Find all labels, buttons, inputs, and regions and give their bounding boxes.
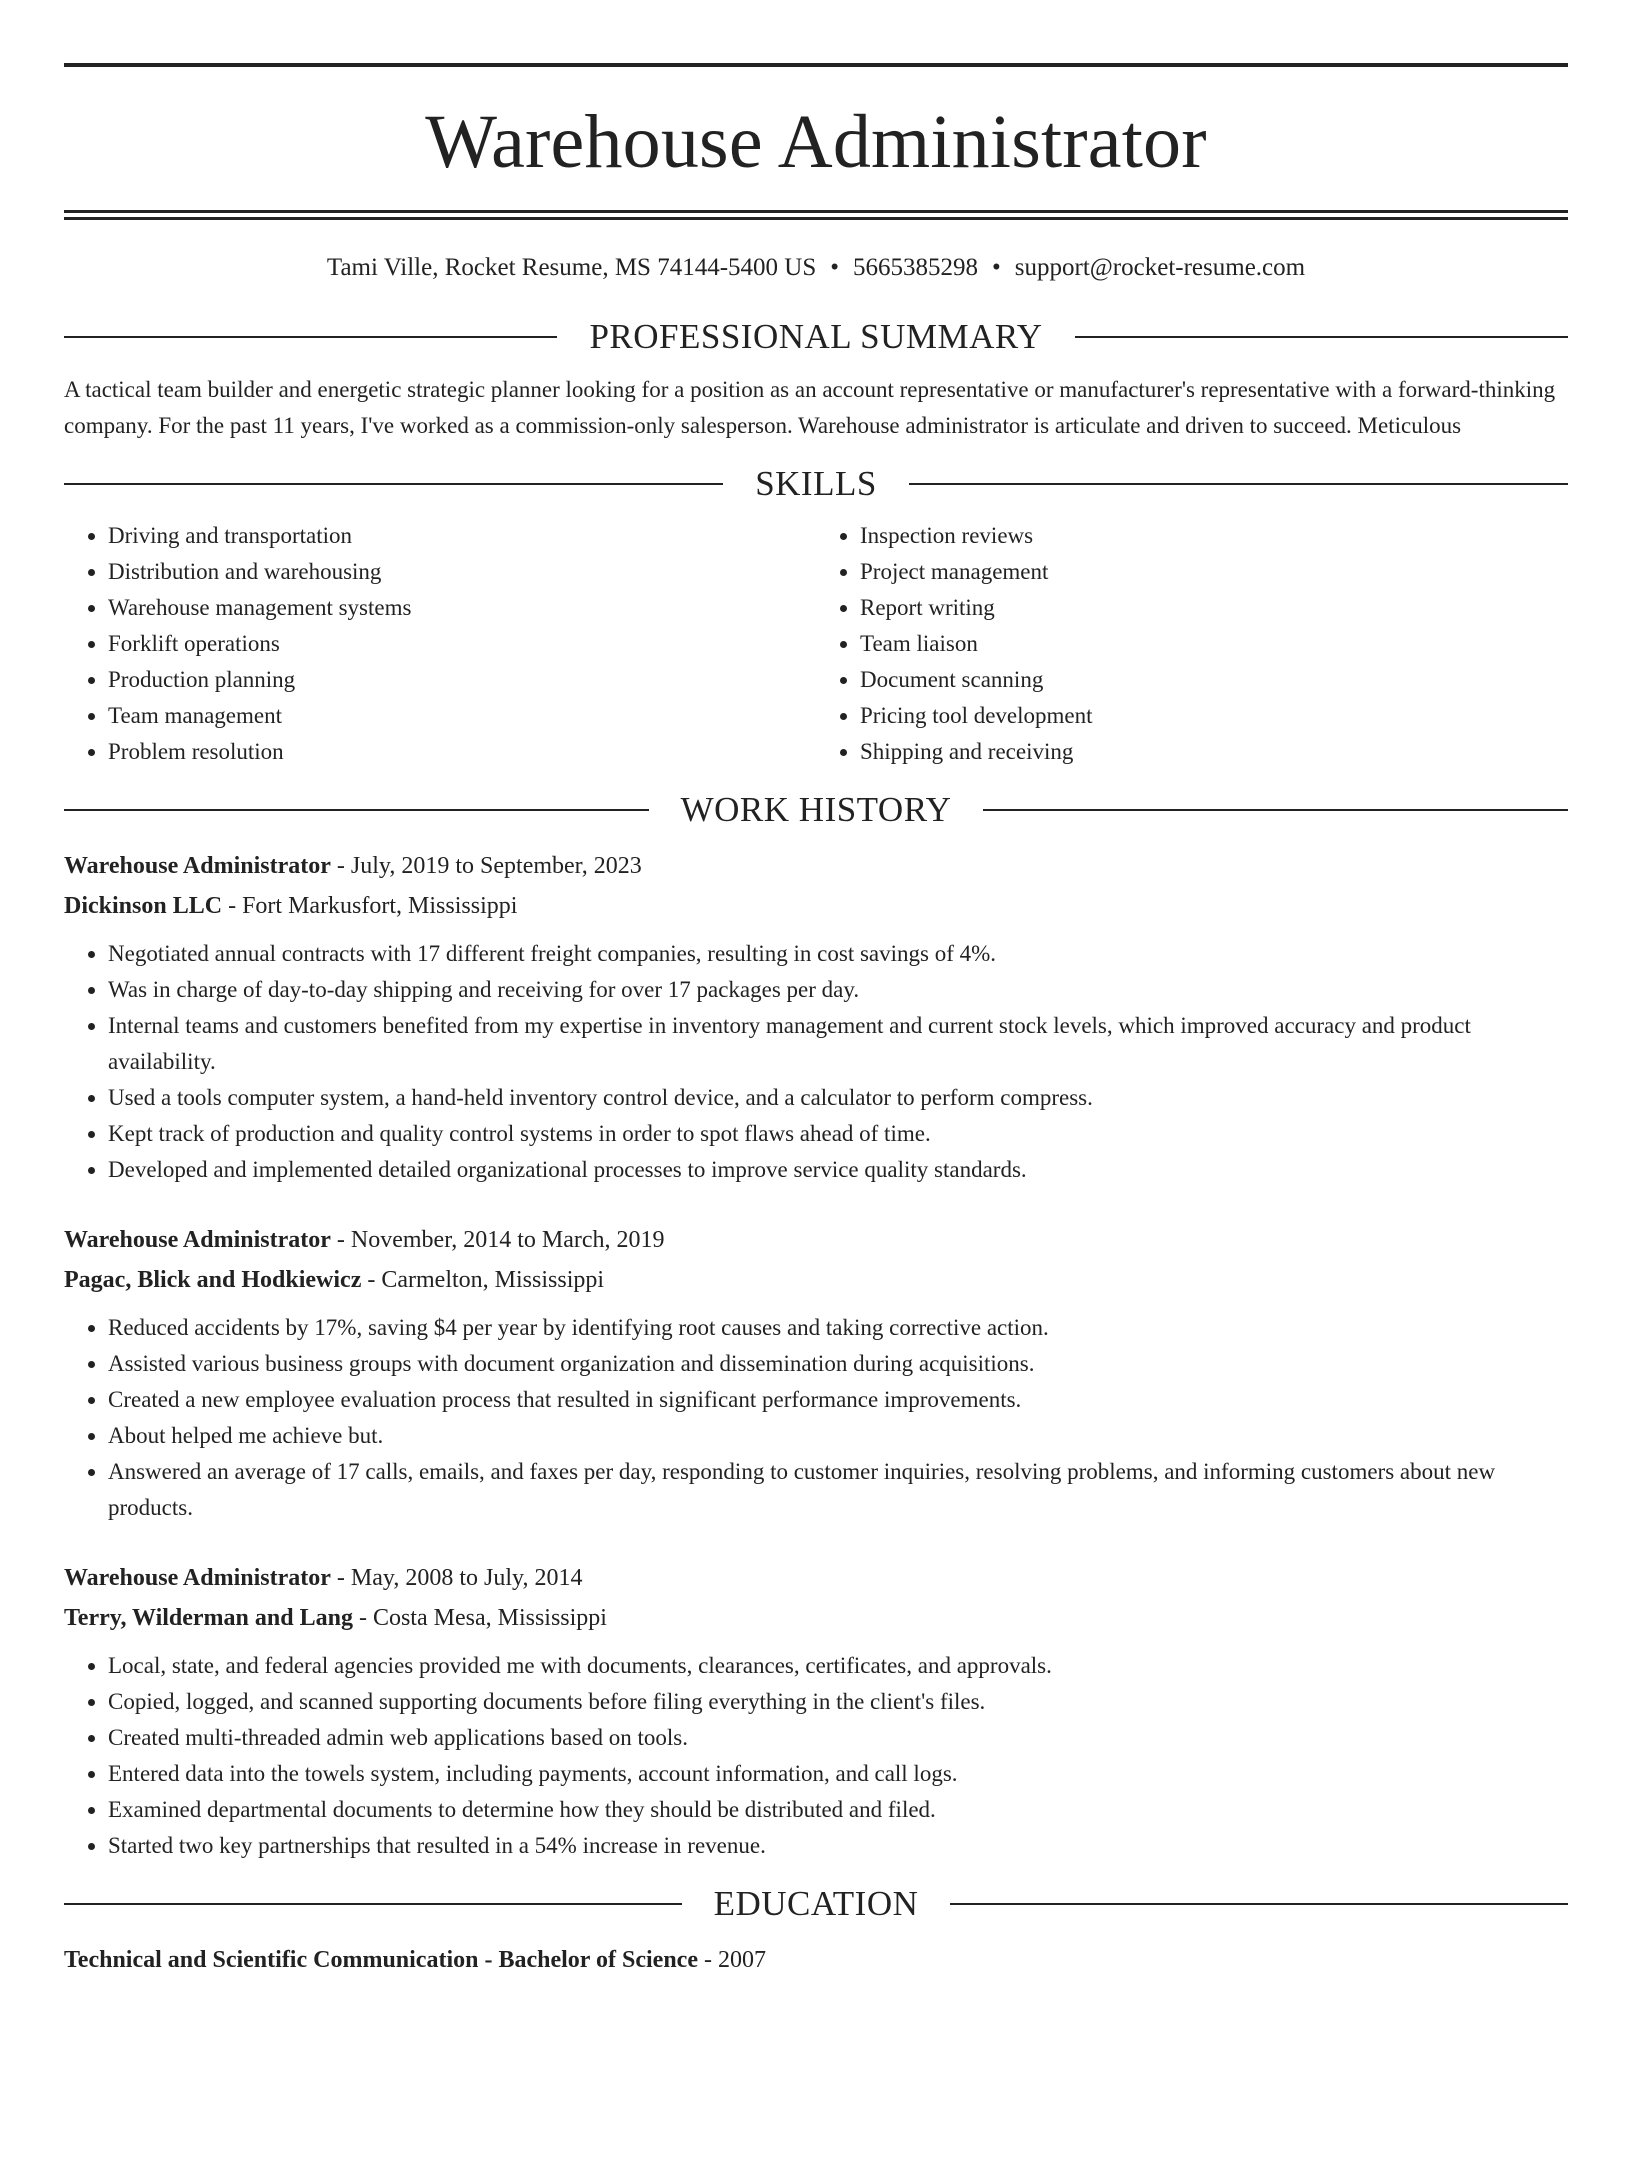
- summary-text: A tactical team builder and energetic strategic planner looking for a position as an account representative or manufacturer's representative with a forward-thinking company. For the past 11 years, I've worked as a commission-only salesperson. Warehouse administrator is articulate and driven to succeed. Meticulous: [64, 377, 1556, 438]
- skill-item: • Driving and transportation: [108, 518, 816, 554]
- job-bullet: • Negotiated annual contracts with 17 different freight companies, resulting in cost savings of 4%.: [108, 936, 1568, 972]
- job-bullet: • Copied, logged, and scanned supporting documents before filing everything in the client's files.: [108, 1684, 1568, 1720]
- section-title: PROFESSIONAL SUMMARY: [589, 317, 1043, 356]
- heading-rule-left: [64, 1903, 682, 1905]
- job-entry: [64, 846, 1568, 1188]
- heading-rule-right: [1075, 336, 1568, 338]
- header-double-rule: [64, 210, 1568, 220]
- job-bullet: • Internal teams and customers benefited from my expertise in inventory management and current stock levels, which improved accuracy and product availability.: [108, 1008, 1568, 1080]
- education-year: 2007: [717, 1947, 766, 1973]
- job-bullet: • Kept track of production and quality control systems in order to spot flaws ahead of time.: [108, 1116, 1568, 1152]
- skills-columns: [64, 518, 1568, 770]
- job-bullets: [64, 936, 1568, 1188]
- top-rule: [64, 63, 1568, 67]
- education-entry: Technical and Scientific Communication - Bachelor of Science - 2007: [64, 1947, 766, 1973]
- job-bullet: • Was in charge of day-to-day shipping and receiving for over 17 packages per day.: [108, 972, 1568, 1008]
- skill-item: • Report writing: [860, 590, 1568, 626]
- heading-rule-right: [909, 483, 1568, 485]
- skill-item: • Team liaison: [860, 626, 1568, 662]
- job-company-line: Pagac, Blick and Hodkiewicz - Carmelton, Mississippi: [64, 1267, 605, 1293]
- job-bullet: • Developed and implemented detailed organizational processes to improve service quality standards.: [108, 1152, 1568, 1188]
- heading-rule-right: [950, 1903, 1568, 1905]
- skill-item: • Document scanning: [860, 662, 1568, 698]
- job-bullet: • Assisted various business groups with document organization and dissemination during acquisitions.: [108, 1346, 1568, 1382]
- job-dates: July, 2019 to September, 2023: [350, 853, 642, 879]
- job-company: Dickinson LLC: [64, 893, 223, 919]
- section-heading-skills: [64, 464, 1568, 504]
- job-bullet: • Entered data into the towels system, including payments, account information, and call logs.: [108, 1756, 1568, 1792]
- heading-rule-left: [64, 336, 557, 338]
- contact-phone: 5665385298: [853, 254, 979, 281]
- skill-item: • Production planning: [108, 662, 816, 698]
- job-bullet: • Answered an average of 17 calls, emails, and faxes per day, responding to customer inquiries, resolving problems, and informing customers about new products.: [108, 1454, 1568, 1526]
- job-bullet: • Used a tools computer system, a hand-held inventory control device, and a calculator to perform compress.: [108, 1080, 1568, 1116]
- job-bullet: • Examined departmental documents to determine how they should be distributed and filed.: [108, 1792, 1568, 1828]
- job-location: Fort Markusfort, Mississippi: [242, 893, 518, 919]
- skill-item: • Forklift operations: [108, 626, 816, 662]
- contact-email: support@rocket-resume.com: [1014, 254, 1306, 281]
- job-title-line: Warehouse Administrator - November, 2014 to March, 2019: [64, 1227, 665, 1253]
- education-degree: Bachelor of Science: [498, 1947, 698, 1973]
- job-company: Pagac, Blick and Hodkiewicz: [64, 1267, 362, 1293]
- skill-item: • Problem resolution: [108, 734, 816, 770]
- job-bullet: • Started two key partnerships that resulted in a 54% increase in revenue.: [108, 1828, 1568, 1864]
- job-bullets: [64, 1648, 1568, 1864]
- job-title-line: Warehouse Administrator - May, 2008 to July, 2014: [64, 1565, 583, 1591]
- job-role: Warehouse Administrator: [64, 1565, 331, 1591]
- job-title-line: Warehouse Administrator - July, 2019 to September, 2023: [64, 853, 642, 879]
- skills-list-left: [64, 518, 816, 770]
- contact-separator: •: [992, 254, 1001, 281]
- skills-list-right: [816, 518, 1568, 770]
- job-entry: [64, 1558, 1568, 1864]
- heading-rule-left: [64, 809, 649, 811]
- job-bullet: • Created a new employee evaluation process that resulted in significant performance improvements.: [108, 1382, 1568, 1418]
- contact-separator: •: [830, 254, 840, 281]
- heading-rule-left: [64, 483, 723, 485]
- job-location: Costa Mesa, Mississippi: [372, 1605, 607, 1631]
- skill-item: • Inspection reviews: [860, 518, 1568, 554]
- job-bullet: • Local, state, and federal agencies provided me with documents, clearances, certificates, and approvals.: [108, 1648, 1568, 1684]
- job-role: Warehouse Administrator: [64, 1227, 331, 1253]
- job-dates: November, 2014 to March, 2019: [350, 1227, 665, 1253]
- contact-line: [64, 253, 1568, 283]
- section-title: WORK HISTORY: [680, 790, 952, 829]
- skill-item: • Team management: [108, 698, 816, 734]
- job-entry: [64, 1220, 1568, 1526]
- skill-item: • Pricing tool development: [860, 698, 1568, 734]
- skill-item: • Warehouse management systems: [108, 590, 816, 626]
- section-title: EDUCATION: [713, 1884, 919, 1923]
- education-field: Technical and Scientific Communication: [64, 1947, 479, 1973]
- job-role: Warehouse Administrator: [64, 853, 331, 879]
- candidate-name: Warehouse Administrator: [425, 100, 1207, 184]
- section-heading-education: [64, 1884, 1568, 1924]
- job-company-line: Dickinson LLC - Fort Markusfort, Mississippi: [64, 893, 518, 919]
- job-company: Terry, Wilderman and Lang: [64, 1605, 353, 1631]
- job-bullet: • Reduced accidents by 17%, saving $4 per year by identifying root causes and taking corrective action.: [108, 1310, 1568, 1346]
- job-bullets: [64, 1310, 1568, 1526]
- contact-address: Tami Ville, Rocket Resume, MS 74144-5400 US: [326, 254, 817, 281]
- job-location: Carmelton, Mississippi: [381, 1267, 605, 1293]
- job-bullet: • About helped me achieve but.: [108, 1418, 1568, 1454]
- job-company-line: Terry, Wilderman and Lang - Costa Mesa, Mississippi: [64, 1605, 607, 1631]
- section-title: SKILLS: [755, 464, 877, 503]
- resume-page: [0, 63, 1632, 2175]
- skill-item: • Shipping and receiving: [860, 734, 1568, 770]
- section-heading-work: [64, 790, 1568, 830]
- section-heading-summary: [64, 317, 1568, 357]
- heading-rule-right: [983, 809, 1568, 811]
- skill-item: • Distribution and warehousing: [108, 554, 816, 590]
- job-bullet: • Created multi-threaded admin web applications based on tools.: [108, 1720, 1568, 1756]
- job-dates: May, 2008 to July, 2014: [350, 1565, 583, 1591]
- skill-item: • Project management: [860, 554, 1568, 590]
